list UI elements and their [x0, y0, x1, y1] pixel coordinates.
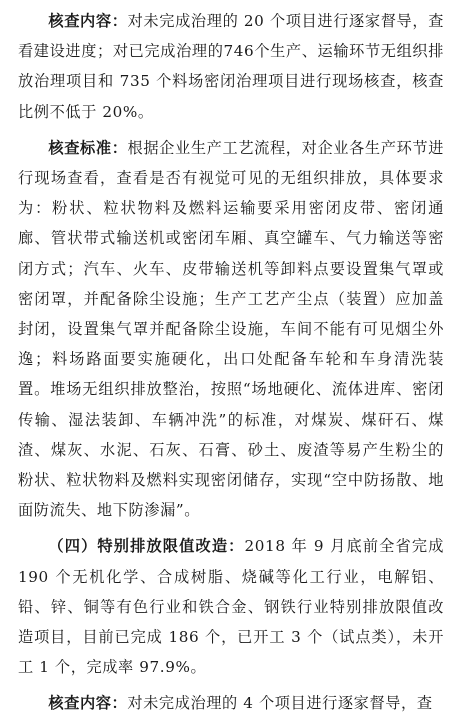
paragraph-body: 2018 年 9 月底前全省完成 190 个无机化学、合成树脂、烧碱等化工行业，电解铝、铅、锌、铜等有色行业和铁合金、钢铁行业特别排放限值改造项目，目前已完成 186 个，已开工 3 个（试点类），未开工 1 个，完成率 97.9%。 [18, 537, 444, 677]
paragraph-special-emission-limits [18, 531, 444, 682]
paragraph-body: 根据企业生产工艺流程，对企业各生产环节进行现场查看，查看是否有视觉可见的无组织排放，具体要求为：粉状、粒状物料及燃料运输要采用密闭皮带、密闭通廊、管状带式输送机或密闭车厢、真空罐车、气力输送等密闭方式；汽车、火车、皮带输送机等卸料点要设置集气罩或密闭罩，并配备除尘设施；生产工艺产尘点（装置）应加盖封闭，设置集气罩并配备除尘设施，车间不能有可见烟尘外逸；料场路面要实施硬化，出口处配备车轮和车身清洗装置。堆场无组织排放整治，按照“场地硬化、流体进库、密闭传输、湿法装卸、车辆冲洗”的标准，对煤炭、煤矸石、煤渣、煤灰、水泥、石灰、石膏、砂土、废渣等易产生粉尘的粉状、粒状物料及燃料实现密闭储存，实现“空中防扬散、地面防流失、地下防渗漏”。 [18, 138, 445, 520]
paragraph-body: 对未完成治理的 20 个项目进行逐家督导，查看建设进度；对已完成治理的746个生产、运输环节无组织排放治理项目和 735 个料场密闭治理项目进行现场核查，核查比例不低于 20%。 [18, 12, 444, 121]
paragraph-heading: 核查内容： [48, 694, 128, 713]
paragraph-heading: 核查内容： [48, 12, 128, 30]
paragraph-heading: 核查标准： [48, 138, 128, 157]
paragraph-inspection-content-2 [18, 688, 444, 718]
paragraph-inspection-content [18, 6, 444, 127]
section-heading: （四）特别排放限值改造： [48, 537, 245, 556]
paragraph-body: 对未完成治理的 4 个项目进行逐家督导，查 [127, 694, 433, 713]
paragraph-inspection-standard [18, 133, 444, 526]
